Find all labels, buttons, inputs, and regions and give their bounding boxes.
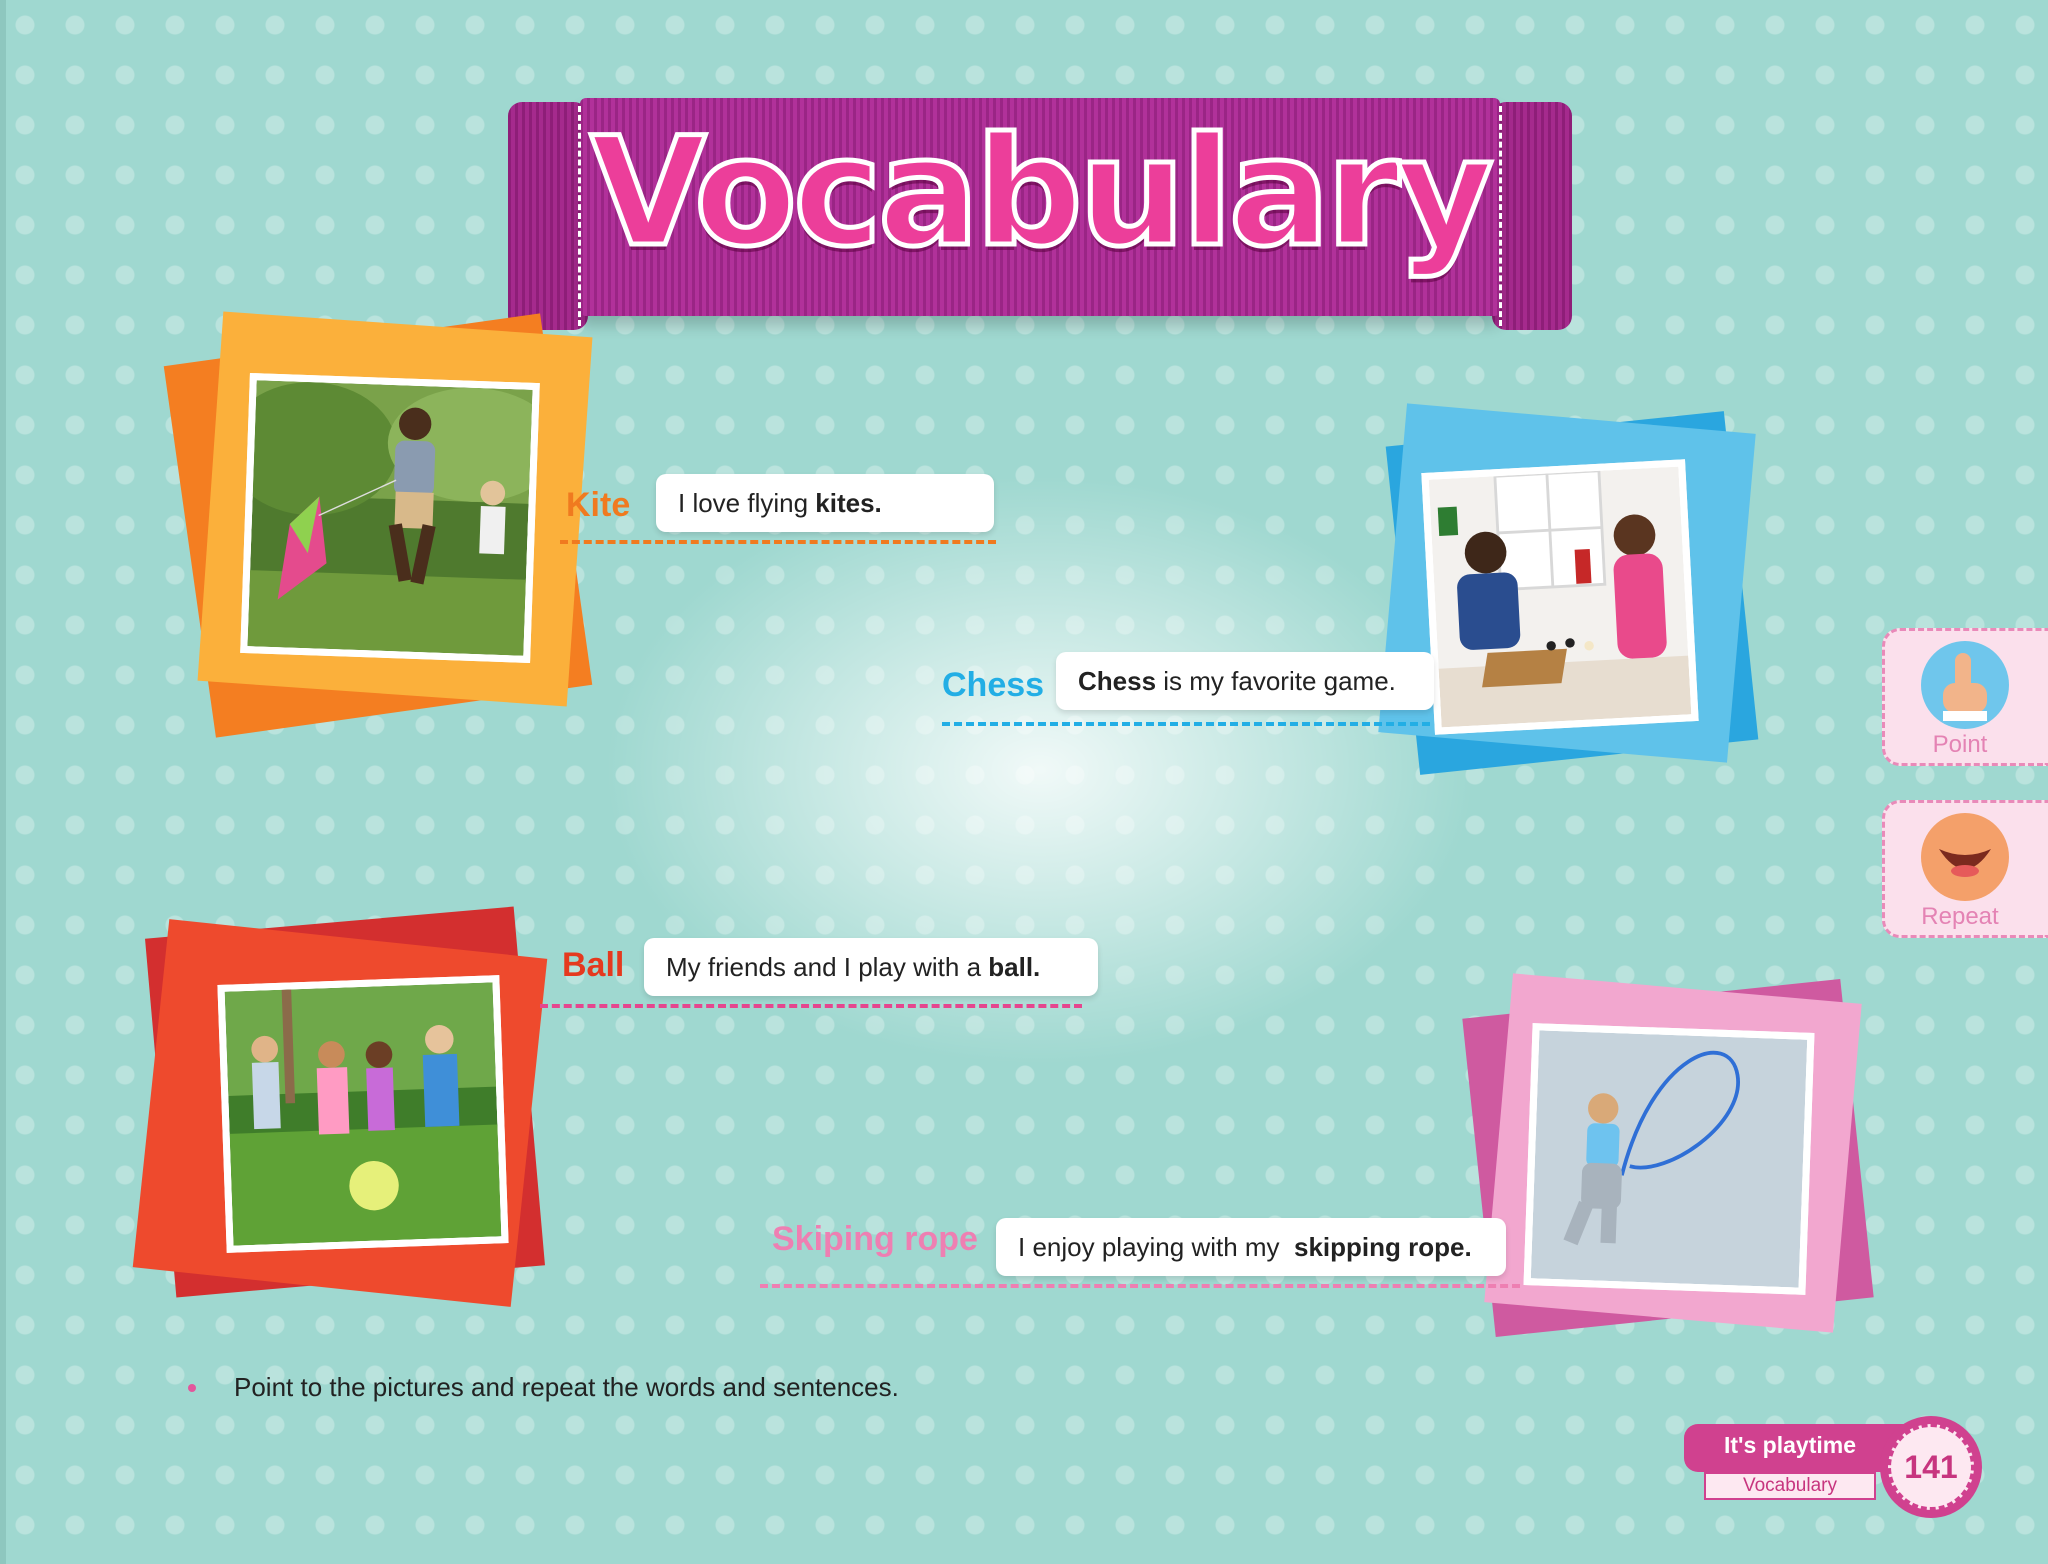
ball-dashed-line (540, 1004, 1082, 1008)
rope-photo-frame (1468, 978, 1888, 1358)
word-skipping-rope (772, 1220, 978, 1259)
sentence-keyword: Chess (1078, 665, 1157, 696)
page-title: Vocabulary (590, 106, 1490, 280)
word-chess (942, 666, 1044, 705)
sentence-keyword: ball. (988, 951, 1041, 982)
sentence-ball (644, 938, 1098, 996)
chess-photo (1421, 459, 1698, 734)
point-tab[interactable] (1882, 628, 2048, 766)
sentence-keyword: skipping rope. (1294, 1231, 1472, 1262)
sentence-keyword: kites. (815, 487, 882, 518)
word-kite (566, 486, 630, 525)
word-rope-label: Skiping rope (772, 1220, 978, 1258)
repeat-tab-label: Repeat (1921, 903, 1999, 930)
point-tab-label: Point (1932, 731, 1988, 758)
rope-dashed-line (760, 1284, 1520, 1288)
kite-photo (240, 373, 540, 663)
word-ball (562, 946, 624, 985)
ball-photo-frame (140, 912, 560, 1322)
sentence-text: I love flying (678, 487, 816, 518)
kite-dashed-line (560, 540, 996, 544)
chess-dashed-line (942, 722, 1430, 726)
page-number: 141 (1888, 1424, 1974, 1510)
sentence-text: is my favorite game. (1156, 665, 1396, 696)
sentence-chess (1056, 652, 1434, 710)
section-label: Vocabulary (1704, 1472, 1876, 1500)
rope-photo (1524, 1023, 1815, 1295)
word-kite-label: Kite (566, 486, 631, 524)
instruction-bullet (188, 1384, 196, 1392)
kite-photo-frame (180, 318, 600, 738)
sentence-text: I enjoy playing with my (1018, 1231, 1295, 1262)
pointing-hand-icon (1921, 641, 2009, 729)
word-chess-label: Chess (942, 666, 1045, 704)
page-edge (0, 0, 6, 1564)
sentence-skipping-rope (996, 1218, 1506, 1276)
word-ball-label: Ball (562, 946, 625, 984)
repeat-tab[interactable] (1882, 800, 2048, 938)
instruction-text: Point to the pictures and repeat the words and sentences. (234, 1372, 899, 1402)
unit-title: It's playtime (1723, 1432, 1856, 1458)
sentence-kite (656, 474, 994, 532)
chess-photo-frame (1372, 408, 1772, 788)
ball-photo (217, 975, 508, 1253)
sentence-text: My friends and I play with a (666, 951, 989, 982)
smiling-mouth-icon (1921, 813, 2009, 901)
title-banner (508, 98, 1572, 336)
